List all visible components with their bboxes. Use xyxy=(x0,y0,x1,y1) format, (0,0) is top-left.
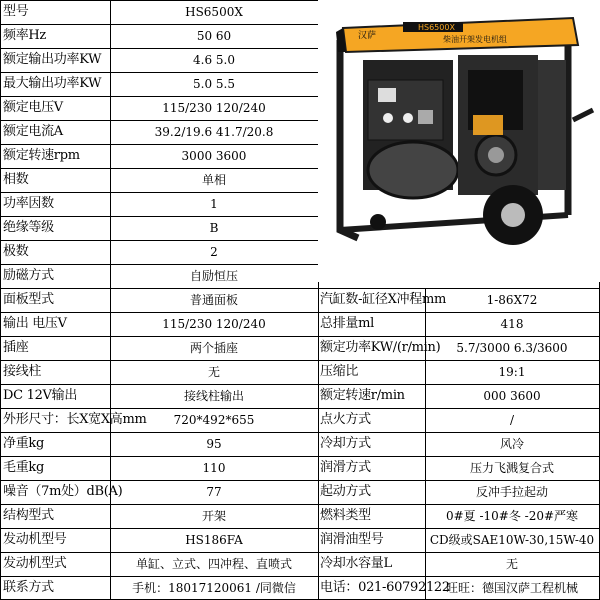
spec-label: 发动机型号 xyxy=(3,532,67,547)
contact-shop: 旺旺：德国汉萨工程机械 xyxy=(445,581,578,595)
spec-value: 无 xyxy=(505,557,518,571)
spec-value: 39.2/19.6 41.7/20.8 xyxy=(154,125,274,139)
contact-tel: 电话：021-60792122 xyxy=(320,580,450,595)
spec-value: 1 xyxy=(210,197,218,211)
spec-label: 励磁方式 xyxy=(3,268,54,283)
spec-value: 19:1 xyxy=(498,365,526,379)
spec-value: 单相 xyxy=(201,173,226,187)
spec-label: 最大输出功率KW xyxy=(3,76,102,91)
spec-value: 5.7/3000 6.3/3600 xyxy=(456,341,568,355)
spec-label: 极数 xyxy=(3,244,29,259)
contact-phone: 手机：18017120061 /同微信 xyxy=(132,581,296,595)
spec-value: 0#夏 -10#冬 -20#严寒 xyxy=(445,509,579,523)
spec-label: 插座 xyxy=(3,340,29,355)
spec-value: HS6500X xyxy=(185,5,243,19)
spec-value: 418 xyxy=(500,317,524,331)
grid-line xyxy=(0,0,1,600)
tank-model-label: HS6500X xyxy=(418,23,455,32)
spec-label: 压缩比 xyxy=(320,364,359,379)
spec-value: 无 xyxy=(207,365,220,379)
spec-value: 2 xyxy=(210,245,218,259)
spec-label: 输出 电压V xyxy=(3,316,67,331)
spec-label: DC 12V输出 xyxy=(3,388,78,403)
contact-label: 联系方式 xyxy=(3,580,54,595)
alternator-body xyxy=(368,142,458,198)
spec-label: 功率因数 xyxy=(3,196,54,211)
spec-label: 冷却水容量L xyxy=(320,556,392,571)
spec-label: 冷却方式 xyxy=(320,436,371,451)
spec-value: / xyxy=(509,413,515,427)
spec-label: 额定转速r/min xyxy=(320,388,405,403)
spec-value: HS186FA xyxy=(185,533,243,547)
spec-label: 毛重kg xyxy=(3,460,44,475)
spec-value: 115/230 120/240 xyxy=(162,101,266,115)
spec-value: 单缸、立式、四冲程、直喷式 xyxy=(135,557,292,571)
spec-label: 额定电压V xyxy=(3,100,63,115)
spec-value: 反冲手拉起动 xyxy=(475,485,548,499)
spec-label: 润滑方式 xyxy=(320,460,371,475)
spec-label: 润滑油型号 xyxy=(320,532,384,547)
spec-label: 面板型式 xyxy=(3,292,54,307)
spec-value: 95 xyxy=(206,437,222,451)
spec-value: 压力飞溅复合式 xyxy=(469,461,554,475)
spec-label: 结构型式 xyxy=(3,508,54,523)
spec-value: 两个插座 xyxy=(189,341,238,355)
spec-value: 3000 3600 xyxy=(181,149,247,163)
tank-brand-label: 汉萨 xyxy=(358,31,377,41)
spec-value: CD级或SAE10W-30,15W-40 xyxy=(429,533,595,547)
spec-label: 额定电流A xyxy=(3,124,63,139)
spec-value: B xyxy=(209,221,219,235)
tank-panel-label: 柴油开架发电机组 xyxy=(443,35,507,44)
spec-value: 110 xyxy=(202,461,226,475)
spec-label: 汽缸数-缸径X冲程mm xyxy=(320,292,447,307)
spec-label: 净重kg xyxy=(3,436,44,451)
spec-value: 115/230 120/240 xyxy=(162,317,266,331)
spec-label: 燃料类型 xyxy=(320,508,371,523)
spec-label: 相数 xyxy=(3,172,29,187)
generator-illustration xyxy=(318,0,600,282)
wheel-left xyxy=(370,214,386,230)
spec-value: 风冷 xyxy=(499,437,524,451)
spec-label: 额定转速rpm xyxy=(3,148,80,163)
spec-label: 发动机型式 xyxy=(3,556,67,571)
spec-label: 额定输出功率KW xyxy=(3,52,102,67)
spec-label: 总排量ml xyxy=(320,316,374,331)
spec-value: 自励恒压 xyxy=(189,269,238,283)
spec-value: 开架 xyxy=(201,509,226,523)
spec-value: 77 xyxy=(206,485,222,499)
spec-label: 外形尺寸：长X宽X高mm xyxy=(3,412,147,427)
spec-value: 5.0 5.5 xyxy=(193,77,235,91)
spec-label: 额定功率KW/(r/min) xyxy=(320,340,441,355)
spec-label: 接线柱 xyxy=(3,364,42,379)
spec-label: 型号 xyxy=(3,4,29,19)
spec-value: 000 3600 xyxy=(483,389,541,403)
spec-value: 4.6 5.0 xyxy=(193,53,235,67)
spec-value: 接线柱输出 xyxy=(183,389,244,403)
spec-label: 绝缘等级 xyxy=(3,220,54,235)
generator-photo xyxy=(318,0,600,282)
spec-label: 噪音（7m处）dB(A) xyxy=(3,484,123,499)
spec-label: 起动方式 xyxy=(320,484,371,499)
spec-label: 频率Hz xyxy=(3,28,46,43)
spec-label: 点火方式 xyxy=(320,412,371,427)
spec-value: 720*492*655 xyxy=(173,413,255,427)
spec-value: 1-86X72 xyxy=(486,293,538,307)
spec-value: 普通面板 xyxy=(189,293,238,307)
spec-value: 50 60 xyxy=(196,29,232,43)
